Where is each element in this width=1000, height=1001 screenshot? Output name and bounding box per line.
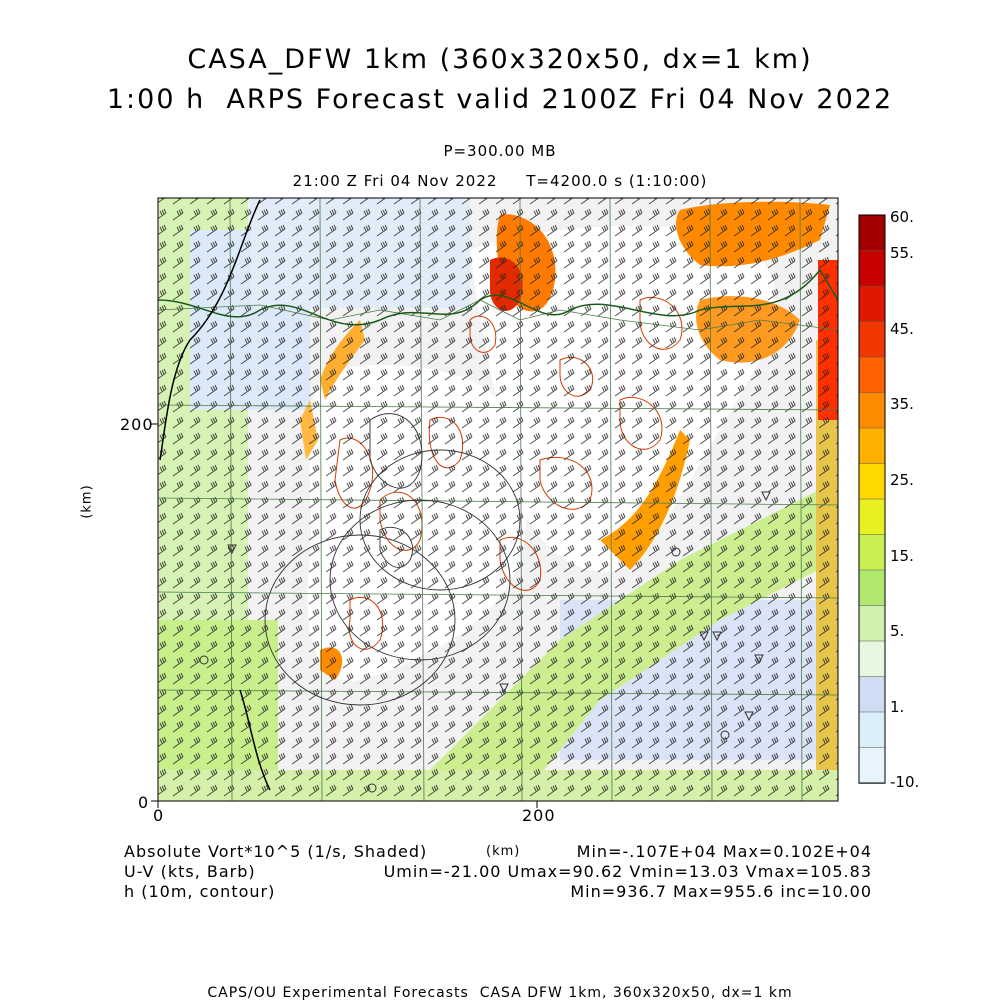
legend-field-wind: U-V (kts, Barb) [124, 862, 256, 881]
colorbar-label-55: 55. [890, 244, 914, 262]
colorbar-segment [859, 712, 885, 748]
title-line-1: CASA_DFW 1km (360x320x50, dx=1 km) [187, 44, 813, 75]
colorbar-segment [859, 357, 885, 393]
colorbar-segment [859, 606, 885, 642]
colorbar-label-60: 60. [890, 208, 914, 226]
colorbar-label-25: 25. [890, 471, 914, 489]
y-tick-200: 200 [120, 415, 154, 434]
colorbar-segment [859, 322, 885, 358]
colorbar-label-15: 15. [890, 547, 914, 565]
legend-stats-vorticity: Min=-.107E+04 Max=0.102E+04 [576, 842, 872, 861]
wind-barbs [158, 198, 838, 801]
valid-time-label: 21:00 Z Fri 04 Nov 2022 T=4200.0 s (1:10:00) [292, 172, 708, 190]
colorbar-segment [859, 535, 885, 571]
legend-field-height: h (10m, contour) [124, 882, 276, 901]
y-tick-0: 0 [138, 793, 150, 812]
colorbar-label-35: 35. [890, 395, 914, 413]
colorbar-segment [859, 464, 885, 500]
x-tick-200: 200 [522, 806, 556, 825]
footer-credit: CAPS/OU Experimental Forecasts CASA DFW 1km, 360x320x50, dx=1 km [207, 985, 793, 1001]
colorbar-segment [859, 215, 885, 251]
legend-field-vorticity: Absolute Vort*10^5 (1/s, Shaded) [124, 842, 428, 861]
colorbar-segment [859, 286, 885, 322]
x-axis-label: (km) [486, 844, 521, 859]
colorbar-label-1: 1. [890, 698, 905, 716]
pressure-level-label: P=300.00 MB [443, 142, 557, 160]
colorbar-segment [859, 748, 885, 784]
legend-stats-height: Min=936.7 Max=955.6 inc=10.00 [570, 882, 872, 901]
y-axis-label: (km) [79, 484, 95, 519]
colorbar-label-5: 5. [890, 622, 905, 640]
x-tick-0: 0 [153, 806, 165, 825]
colorbar-segment [859, 677, 885, 713]
title-line-2: 1:00 h ARPS Forecast valid 2100Z Fri 04 Nov 2022 [106, 84, 894, 115]
colorbar-segment [859, 570, 885, 606]
colorbar-segment [859, 641, 885, 677]
colorbar-label-minus10: -10. [890, 773, 920, 791]
colorbar-segment [859, 393, 885, 429]
legend-stats-wind: Umin=-21.00 Umax=90.62 Vmin=13.03 Vmax=105.83 [383, 862, 872, 881]
colorbar-segment [859, 251, 885, 287]
colorbar-segment [859, 499, 885, 535]
colorbar [859, 215, 885, 784]
colorbar-segment [859, 428, 885, 464]
colorbar-label-45: 45. [890, 320, 914, 338]
